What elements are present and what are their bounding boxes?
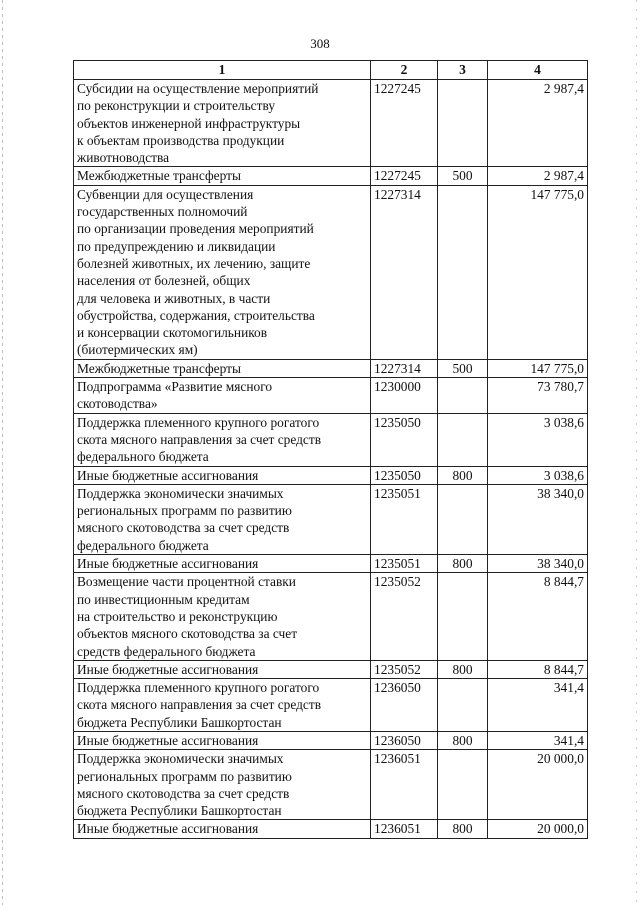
table-row <box>74 378 588 414</box>
description-line: региональных программ по развитию <box>77 768 292 784</box>
table-row <box>74 484 588 554</box>
row-target-code: 1236051 <box>371 820 438 838</box>
row-description <box>74 820 371 838</box>
row-description <box>74 679 371 732</box>
description-line: и консервации скотомогильников <box>77 325 268 341</box>
description-line: Иные бюджетные ассигнования <box>77 821 259 837</box>
row-description <box>74 413 371 466</box>
row-target-code: 1227245 <box>371 167 438 185</box>
description-line: федерального бюджета <box>77 537 209 553</box>
row-description <box>74 555 371 573</box>
row-description <box>74 731 371 749</box>
description-line: скота мясного направления за счет средств <box>77 697 322 713</box>
row-amount: 2 987,4 <box>488 167 588 185</box>
description-line: Субвенции для осуществления <box>77 186 254 202</box>
description-line: населения от болезней, общих <box>77 273 251 289</box>
row-amount: 38 340,0 <box>488 555 588 573</box>
description-line: для человека и животных, в части <box>77 290 271 306</box>
description-line: (биотермических ям) <box>77 342 198 358</box>
description-line: средств федерального бюджета <box>77 643 256 659</box>
header-col-4: 4 <box>488 61 588 80</box>
description-line: объектов мясного скотоводства за счет <box>77 626 298 642</box>
description-line: животноводства <box>77 150 170 166</box>
row-amount: 3 038,6 <box>488 413 588 466</box>
row-description <box>74 167 371 185</box>
header-col-3: 3 <box>438 61 488 80</box>
description-line: бюджета Республики Башкортостан <box>77 714 282 730</box>
description-line: мясного скотоводства за счет средств <box>77 520 290 536</box>
row-description <box>74 660 371 678</box>
description-line: Поддержка экономически значимых <box>77 485 284 501</box>
description-line: по инвестиционным кредитам <box>77 591 250 607</box>
row-expense-type <box>438 679 488 732</box>
row-amount: 341,4 <box>488 679 588 732</box>
description-line: Иные бюджетные ассигнования <box>77 467 259 483</box>
row-target-code: 1236051 <box>371 750 438 820</box>
table-row <box>74 413 588 466</box>
scan-edge-right <box>636 0 637 905</box>
description-line: мясного скотоводства за счет средств <box>77 785 290 801</box>
row-expense-type <box>438 378 488 414</box>
description-line: региональных программ по развитию <box>77 503 292 519</box>
description-line: Иные бюджетные ассигнования <box>77 556 259 572</box>
row-target-code: 1235051 <box>371 555 438 573</box>
row-description <box>74 80 371 167</box>
description-line: Субсидии на осуществление мероприятий <box>77 81 319 96</box>
row-target-code: 1236050 <box>371 731 438 749</box>
row-expense-type <box>438 80 488 167</box>
row-amount: 73 780,7 <box>488 378 588 414</box>
row-amount: 147 775,0 <box>488 359 588 377</box>
row-amount: 20 000,0 <box>488 750 588 820</box>
row-expense-type: 800 <box>438 731 488 749</box>
budget-table <box>73 60 588 839</box>
scan-edge-left <box>2 0 3 905</box>
row-target-code: 1235050 <box>371 466 438 484</box>
row-target-code: 1235052 <box>371 573 438 660</box>
row-expense-type: 800 <box>438 466 488 484</box>
description-line: Межбюджетные трансферты <box>77 168 241 184</box>
description-line: Поддержка племенного крупного рогатого <box>77 680 320 696</box>
row-target-code: 1227314 <box>371 359 438 377</box>
row-expense-type <box>438 413 488 466</box>
table-header-row <box>74 61 588 80</box>
row-target-code: 1236050 <box>371 679 438 732</box>
table-body <box>74 80 588 839</box>
description-line: Поддержка племенного крупного рогатого <box>77 414 320 430</box>
description-line: государственных полномочий <box>77 204 248 220</box>
table-row <box>74 660 588 678</box>
description-line: Подпрограмма «Развитие мясного <box>77 379 273 395</box>
table-row <box>74 359 588 377</box>
row-target-code: 1227245 <box>371 80 438 167</box>
description-line: болезней животных, их лечению, защите <box>77 255 311 271</box>
row-expense-type: 500 <box>438 359 488 377</box>
table-row <box>74 466 588 484</box>
page-number: 308 <box>310 36 330 51</box>
row-description <box>74 185 371 359</box>
description-line: бюджета Республики Башкортостан <box>77 803 282 819</box>
row-target-code: 1235051 <box>371 484 438 554</box>
description-line: скота мясного направления за счет средств <box>77 431 322 447</box>
row-amount: 3 038,6 <box>488 466 588 484</box>
table-row <box>74 731 588 749</box>
row-amount: 8 844,7 <box>488 573 588 660</box>
description-line: по реконструкции и строительству <box>77 98 276 114</box>
table-row <box>74 185 588 359</box>
row-amount: 20 000,0 <box>488 820 588 838</box>
table-row <box>74 573 588 660</box>
row-description <box>74 378 371 414</box>
row-amount: 2 987,4 <box>488 80 588 167</box>
row-amount: 341,4 <box>488 731 588 749</box>
table-row <box>74 820 588 838</box>
row-amount: 8 844,7 <box>488 660 588 678</box>
row-expense-type: 800 <box>438 555 488 573</box>
header-col-2: 2 <box>371 61 438 80</box>
table-row <box>74 167 588 185</box>
description-line: по организации проведения мероприятий <box>77 221 314 237</box>
description-line: скотоводства» <box>77 396 158 412</box>
description-line: объектов инженерной инфраструктуры <box>77 115 301 131</box>
description-line: Иные бюджетные ассигнования <box>77 661 259 677</box>
row-expense-type <box>438 185 488 359</box>
row-expense-type <box>438 484 488 554</box>
row-amount: 38 340,0 <box>488 484 588 554</box>
row-description <box>74 573 371 660</box>
row-expense-type: 800 <box>438 660 488 678</box>
description-line: по предупреждению и ликвидации <box>77 238 276 254</box>
description-line: к объектам производства продукции <box>77 132 285 148</box>
row-target-code: 1235050 <box>371 413 438 466</box>
row-target-code: 1230000 <box>371 378 438 414</box>
row-target-code: 1235052 <box>371 660 438 678</box>
row-description <box>74 359 371 377</box>
row-target-code: 1227314 <box>371 185 438 359</box>
description-line: Поддержка экономически значимых <box>77 751 284 767</box>
table-row <box>74 679 588 732</box>
table-row <box>74 555 588 573</box>
description-line: обустройства, содержания, строительства <box>77 307 315 323</box>
table-row <box>74 750 588 820</box>
description-line: Иные бюджетные ассигнования <box>77 732 259 748</box>
row-amount: 147 775,0 <box>488 185 588 359</box>
header-col-1: 1 <box>74 61 371 80</box>
table-row <box>74 80 588 167</box>
row-description <box>74 466 371 484</box>
row-description <box>74 750 371 820</box>
row-expense-type <box>438 750 488 820</box>
row-expense-type: 800 <box>438 820 488 838</box>
row-expense-type <box>438 573 488 660</box>
row-expense-type: 500 <box>438 167 488 185</box>
description-line: на строительство и реконструкцию <box>77 608 278 624</box>
description-line: федерального бюджета <box>77 449 209 465</box>
description-line: Межбюджетные трансферты <box>77 360 241 376</box>
row-description <box>74 484 371 554</box>
description-line: Возмещение части процентной ставки <box>77 574 296 590</box>
